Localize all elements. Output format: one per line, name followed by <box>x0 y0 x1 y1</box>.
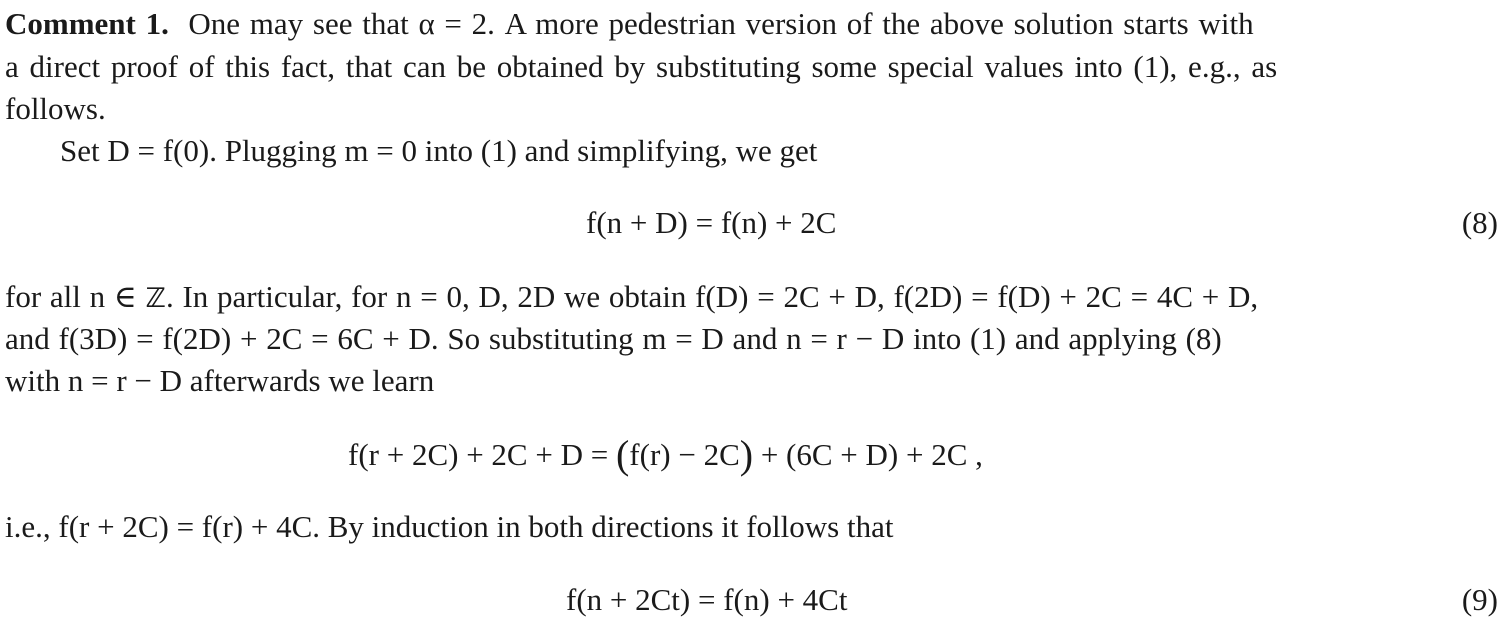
equation-middle-rhs: + (6C + D) + 2C , <box>753 437 983 472</box>
comment-label: Comment 1. <box>5 6 169 41</box>
paragraph-line-we-learn: with n = r − D afterwards we learn <box>5 363 435 398</box>
equation-8-tag: (8) <box>1461 205 1498 240</box>
equation-middle-open-paren: ( <box>615 432 630 477</box>
paragraph-line-substituting: and f(3D) = f(2D) + 2C = 6C + D. So substituting m = D and n = r − D into (1) and applying (8) <box>5 321 1222 356</box>
equation-middle-close-paren: ) <box>739 432 754 477</box>
paragraph-induction: i.e., f(r + 2C) = f(r) + 4C. By induction in both directions it follows that <box>5 509 894 544</box>
equation-middle-inner: f(r) − 2C <box>629 437 740 472</box>
text-in-particular: . In particular, for n = 0, D, 2D we obtain f(D) = 2C + D, f(2D) = f(D) + 2C = 4C + D, <box>165 279 1259 314</box>
equation-8: f(n + D) = f(n) + 2C <box>586 205 837 240</box>
comment-line-1 <box>5 4 1254 44</box>
comment-line-3: follows. <box>5 91 106 126</box>
paragraph-line-for-all <box>5 277 1258 319</box>
integers-symbol: ℤ <box>145 283 166 314</box>
equation-9-tag: (9) <box>1461 582 1498 617</box>
equation-9: f(n + 2Ct) = f(n) + 4Ct <box>566 582 848 617</box>
equation-middle <box>348 432 983 477</box>
equation-middle-lhs: f(r + 2C) + 2C + D = <box>348 437 616 472</box>
comment-line-2: a direct proof of this fact, that can be obtained by substituting some special values into (1), e.g., as <box>5 49 1278 84</box>
comment-text-1: One may see that α = 2. A more pedestrian version of the above solution starts with <box>188 6 1254 41</box>
paragraph-set-d: Set D = f(0). Plugging m = 0 into (1) and simplifying, we get <box>60 133 818 168</box>
text-for-all: for all n ∈ <box>5 279 146 314</box>
